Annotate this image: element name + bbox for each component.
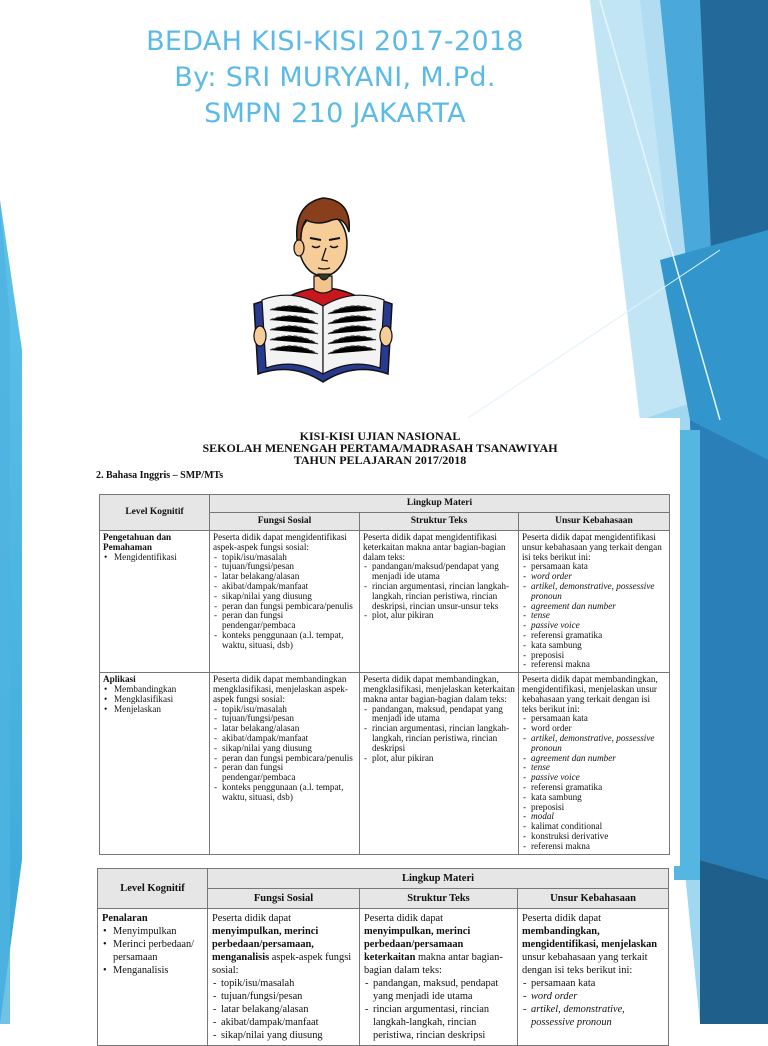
list-item: - akibat/dampak/manfaat: [213, 734, 356, 744]
level-bullet: • Menjelaskan: [103, 705, 206, 715]
list-item: - referensi makna: [522, 660, 666, 670]
unsur-cell: [518, 909, 669, 1046]
col-fungsi-sosial: Fungsi Sosial: [210, 513, 360, 531]
list-item: - tujuan/fungsi/pesan: [212, 990, 355, 1003]
list-item: - peran dan fungsi pembicara/penulis: [213, 602, 356, 612]
list-item: - topik/isu/masalah: [213, 553, 356, 563]
level-bullet: • Menyimpulkan: [102, 925, 203, 938]
list-item: - referensi gramatika: [522, 631, 666, 641]
list-item: - modal: [522, 812, 666, 822]
struktur-cell: [360, 531, 519, 673]
col-unsur-kebahasaan: Unsur Kebahasaan: [518, 889, 669, 909]
col-lingkup-materi: Lingkup Materi: [208, 869, 669, 889]
list-item: - preposisi: [522, 651, 666, 661]
table-row: [100, 673, 670, 854]
struktur-cell: [360, 673, 519, 854]
fungsi-cell: [208, 909, 360, 1046]
table-row: [98, 909, 669, 1046]
struktur-intro: [364, 912, 513, 977]
doc-header-line-3: TAHUN PELAJARAN 2017/2018: [293, 453, 467, 467]
kisi-kisi-document: [80, 418, 680, 866]
list-item: - passive voice: [522, 773, 666, 783]
list-item: - persamaan kata: [522, 977, 664, 990]
unsur-intro-bold: membandingkan, mengidentifikasi, menjelaskan: [522, 926, 658, 950]
list-item: - konstruksi derivative: [522, 832, 666, 842]
list-item: - rincian argumentasi, rincian langkah-langkah, rincian peristiwa, rincian deskripsi: [364, 1003, 513, 1042]
list-item: - word order: [522, 990, 664, 1003]
fungsi-intro: Peserta didik dapat membandingkan mengklasifikasi, menjelaskan aspek-aspek fungsi sosial:: [213, 674, 348, 704]
level-cell: [100, 531, 210, 673]
list-item: - tense: [522, 763, 666, 773]
doc-header-line-2: SEKOLAH MENENGAH PERTAMA/MADRASAH TSANAWIYAH: [202, 441, 558, 455]
struktur-intro-bold: menyimpulkan, merinci perbedaan/persamaan keterkaitan: [364, 926, 471, 963]
col-unsur-kebahasaan: Unsur Kebahasaan: [519, 513, 670, 531]
level-title: Aplikasi: [103, 674, 136, 685]
list-item: - pandangan, maksud, pendapat yang menjadi ide utama: [363, 705, 515, 725]
title-line-3: SMPN 210 JAKARTA: [204, 98, 466, 129]
unsur-intro: Peserta didik dapat mengidentifikasi unsur kebahasaan yang terkait dengan isi teks berikut ini:: [522, 532, 662, 562]
list-item: - latar belakang/alasan: [212, 1003, 355, 1016]
col-level-kognitif: Level Kognitif: [98, 869, 208, 909]
list-item: - tujuan/fungsi/pesan: [213, 562, 356, 572]
title-line-1: BEDAH KISI-KISI 2017-2018: [146, 26, 524, 57]
list-item: - peran dan fungsi pendengar/pembaca: [213, 611, 356, 631]
kisi-kisi-document-continued: [94, 866, 674, 1041]
list-item: - agreement dan number: [522, 602, 666, 612]
struktur-intro: Peserta didik dapat membandingkan, mengklasifikasi, menjelaskan keterkaitan makna antar bagian-bagian dalam teks:: [363, 674, 515, 704]
fungsi-intro: [212, 912, 355, 977]
col-fungsi-sosial: Fungsi Sosial: [208, 889, 360, 909]
person-reading-book-icon: [248, 186, 398, 386]
struktur-intro-post: makna antar bagian-bagian dalam teks:: [364, 952, 503, 976]
unsur-intro: [522, 912, 664, 977]
unsur-intro: Peserta didik dapat membandingkan, mengidentifikasi, menjelaskan unsur kebahasaan yang terkait dengan isi teks berikut ini:: [522, 674, 658, 714]
level-bullet: • Mengklasifikasi: [103, 695, 206, 705]
list-item: - latar belakang/alasan: [213, 572, 356, 582]
list-item: - word order: [522, 572, 666, 582]
list-item: - passive voice: [522, 621, 666, 631]
level-cell: [98, 909, 208, 1046]
list-item: - persamaan kata: [522, 714, 666, 724]
list-item: - akibat/dampak/manfaat: [212, 1016, 355, 1029]
fungsi-intro-bold: menyimpulkan, merinci perbedaan/persamaan, menganalisis: [212, 926, 319, 963]
unsur-intro-pre: Peserta didik dapat: [522, 913, 602, 924]
list-item: - sikap/nilai yang diusung: [212, 1029, 355, 1042]
list-item: - word order: [522, 724, 666, 734]
list-item: - rincian argumentasi, rincian langkah-langkah, rincian peristiwa, rincian deskripsi: [363, 724, 515, 753]
title-line-2: By: SRI MURYANI, M.Pd.: [174, 62, 496, 93]
list-item: - artikel, demonstrative, possessive pronoun: [522, 1003, 664, 1029]
list-item: - akibat/dampak/manfaat: [213, 582, 356, 592]
list-item: - artikel, demonstrative, possessive pronoun: [522, 734, 666, 754]
list-item: - rincian argumentasi, rincian langkah-langkah, rincian peristiwa, rincian deskripsi, rincian unsur-unsur teks: [363, 582, 515, 611]
list-item: - referensi makna: [522, 842, 666, 852]
struktur-intro-pre: Peserta didik dapat: [364, 913, 444, 924]
list-item: - pandangan/maksud/pendapat yang menjadi ide utama: [363, 562, 515, 582]
level-bullet: • Merinci perbedaan/ persamaan: [102, 938, 203, 964]
table-row: [100, 531, 670, 673]
fungsi-intro-post: aspek-aspek fungsi sosial:: [212, 952, 352, 976]
unsur-cell: [519, 531, 670, 673]
level-cell: [100, 673, 210, 854]
level-title: Pengetahuan dan Pemahaman: [103, 532, 172, 552]
list-item: - pandangan, maksud, pendapat yang menjadi ide utama: [364, 977, 513, 1003]
list-item: - preposisi: [522, 803, 666, 813]
struktur-intro: Peserta didik dapat mengidentifikasi keterkaitan makna antar bagian-bagian dalam teks:: [363, 532, 506, 562]
doc-header-line-1: KISI-KISI UJIAN NASIONAL: [299, 429, 461, 443]
level-bullet: • Membandingkan: [103, 685, 206, 695]
col-level-kognitif: Level Kognitif: [100, 495, 210, 531]
kisi-kisi-table-continued: [97, 868, 669, 1046]
fungsi-intro: Peserta didik dapat mengidentifikasi aspek-aspek fungsi sosial:: [213, 532, 347, 552]
level-title: Penalaran: [102, 913, 148, 924]
fungsi-intro-pre: Peserta didik dapat: [212, 913, 292, 924]
kisi-kisi-table: [99, 494, 670, 855]
list-item: - sikap/nilai yang diusung: [213, 592, 356, 602]
struktur-cell: [360, 909, 518, 1046]
list-item: - sikap/nilai yang diusung: [213, 744, 356, 754]
level-bullet: • Menganalisis: [102, 964, 203, 977]
slide-title: [60, 24, 610, 132]
col-lingkup-materi: Lingkup Materi: [210, 495, 670, 513]
list-item: - tujuan/fungsi/pesan: [213, 714, 356, 724]
list-item: - topik/isu/masalah: [212, 977, 355, 990]
list-item: - referensi gramatika: [522, 783, 666, 793]
unsur-intro-post: unsur kebahasaan yang terkait dengan isi teks berikut ini:: [522, 952, 648, 976]
col-struktur-teks: Struktur Teks: [360, 513, 519, 531]
list-item: - topik/isu/masalah: [213, 705, 356, 715]
list-item: - peran dan fungsi pendengar/pembaca: [213, 763, 356, 783]
list-item: - agreement dan number: [522, 754, 666, 764]
list-item: - kalimat conditional: [522, 822, 666, 832]
list-item: - persamaan kata: [522, 562, 666, 572]
list-item: - kata sambung: [522, 641, 666, 651]
unsur-cell: [519, 673, 670, 854]
list-item: - konteks penggunaan (a.l. tempat, waktu, situasi, dsb): [213, 783, 356, 803]
list-item: - konteks penggunaan (a.l. tempat, waktu, situasi, dsb): [213, 631, 356, 651]
document-header: [80, 430, 680, 466]
list-item: - kata sambung: [522, 793, 666, 803]
fungsi-cell: [210, 531, 360, 673]
list-item: - artikel, demonstrative, possessive pronoun: [522, 582, 666, 602]
subject-heading: 2. Bahasa Inggris – SMP/MTs: [96, 470, 224, 481]
level-bullet: • Mengidentifikasi: [103, 553, 206, 563]
list-item: - latar belakang/alasan: [213, 724, 356, 734]
list-item: - plot, alur pikiran: [363, 754, 515, 764]
list-item: - peran dan fungsi pembicara/penulis: [213, 754, 356, 764]
list-item: - plot, alur pikiran: [363, 611, 515, 621]
col-struktur-teks: Struktur Teks: [360, 889, 518, 909]
fungsi-cell: [210, 673, 360, 854]
list-item: - tense: [522, 611, 666, 621]
